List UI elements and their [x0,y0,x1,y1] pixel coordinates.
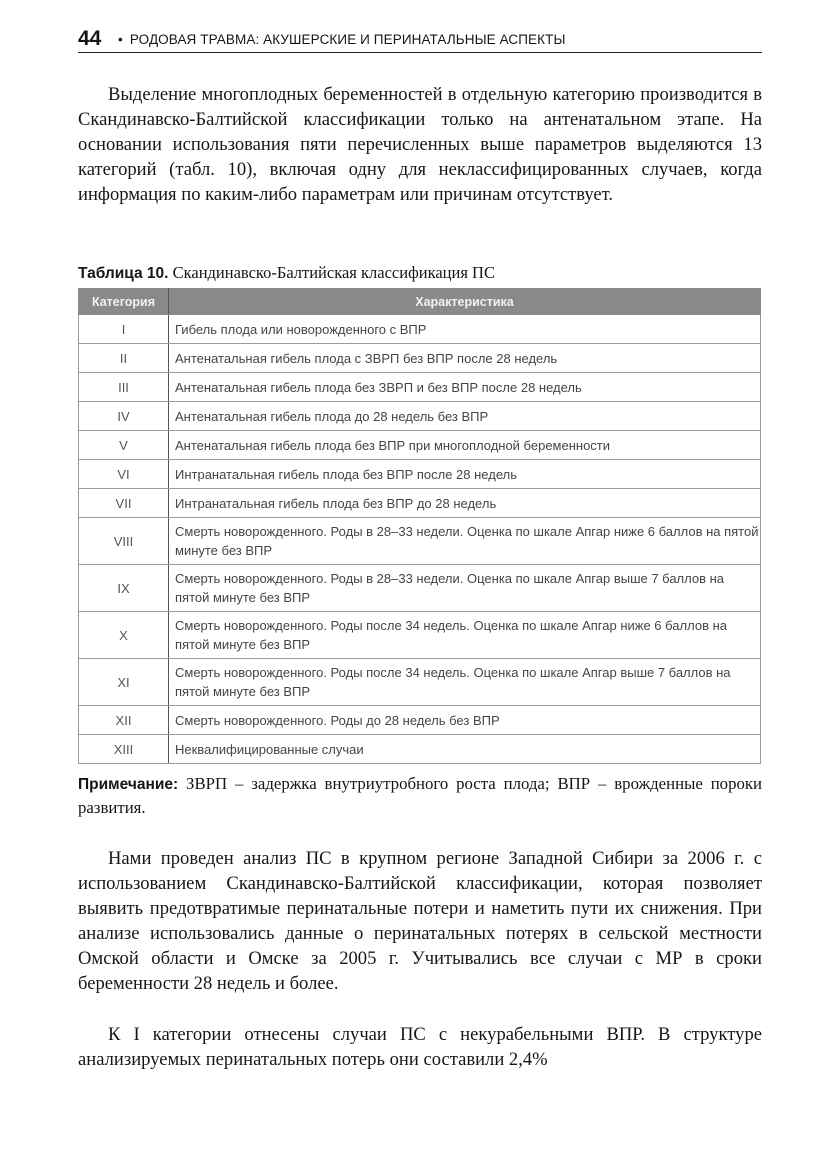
description-cell: Смерть новорожденного. Роды после 34 недель. Оценка по шкале Апгар ниже 6 баллов на пятой минуте без ВПР [169,612,761,659]
note-text: ЗВРП – задержка внутриутробного роста плода; ВПР – врожденные пороки развития. [78,774,762,817]
description-cell: Смерть новорожденного. Роды после 34 недель. Оценка по шкале Апгар выше 7 баллов на пятой минуте без ВПР [169,659,761,706]
description-cell: Смерть новорожденного. Роды до 28 недель без ВПР [169,706,761,735]
table-caption-lead: Таблица 10. [78,265,169,282]
column-header-category: Категория [79,289,169,315]
category-cell: X [79,612,169,659]
classification-table [78,288,761,764]
category-cell: XI [79,659,169,706]
column-header-description: Характеристика [169,289,761,315]
description-cell: Смерть новорожденного. Роды в 28–33 недели. Оценка по шкале Апгар выше 7 баллов на пятой минуте без ВПР [169,565,761,612]
category-cell: II [79,344,169,373]
table-note [78,772,762,819]
table-row [79,402,761,431]
table-row [79,659,761,706]
description-cell: Интранатальная гибель плода без ВПР после 28 недель [169,460,761,489]
table-row [79,460,761,489]
table-caption [78,262,762,285]
category-cell: XIII [79,735,169,764]
table-row [79,518,761,565]
table-row [79,489,761,518]
category-cell: VI [79,460,169,489]
category-cell: VIII [79,518,169,565]
paragraph-analysis: Нами проведен анализ ПС в крупном регионе Западной Сибири за 2006 г. с использованием Скандинавско-Балтийской классификации, которая позволяет выявить предотвратимые перинатальные потери и наметить пути их снижения. При анализе использовались данные о перинатальных потерях в сельской местности Омской области и Омске за 2005 г. Учитывались все случаи с МР в сроки беременности 28 недель и более. [78,848,762,994]
paragraph-category-one: К I категории отнесены случаи ПС с некурабельными ВПР. В структуре анализируемых перинатальных потерь они составили 2,4% [78,1024,762,1070]
bullet-icon: • [118,32,123,47]
table-row [79,344,761,373]
table-row [79,431,761,460]
table-row [79,706,761,735]
paragraph-intro: Выделение многоплодных беременностей в отдельную категорию производится в Скандинавско-Балтийской классификации только на антенатальном этапе. На основании использования пяти перечисленных выше параметров выделяются 13 категорий (табл. 10), включая одну для неклассифицированных случаев, когда информация по каким-либо параметрам или причинам отсутствует. [78,84,762,205]
description-cell: Антенатальная гибель плода без ЗВРП и без ВПР после 28 недель [169,373,761,402]
description-cell: Гибель плода или новорожденного с ВПР [169,315,761,344]
description-cell: Антенатальная гибель плода до 28 недель без ВПР [169,402,761,431]
table-row [79,373,761,402]
category-cell: VII [79,489,169,518]
category-cell: IV [79,402,169,431]
table-header-row [79,289,761,315]
page-number: 44 [78,27,102,50]
table-row [79,315,761,344]
running-title-text: РОДОВАЯ ТРАВМА: АКУШЕРСКИЕ И ПЕРИНАТАЛЬНЫЕ АСПЕКТЫ [129,32,566,47]
description-cell: Неквалифицированные случаи [169,735,761,764]
table-row [79,735,761,764]
category-cell: III [79,373,169,402]
category-cell: I [79,315,169,344]
category-cell: IX [79,565,169,612]
running-title [118,30,566,50]
description-cell: Антенатальная гибель плода без ВПР при многоплодной беременности [169,431,761,460]
table-caption-text: Скандинавско-Балтийская классификация ПС [172,263,495,282]
description-cell: Смерть новорожденного. Роды в 28–33 недели. Оценка по шкале Апгар ниже 6 баллов на пятой минуте без ВПР [169,518,761,565]
category-cell: XII [79,706,169,735]
category-cell: V [79,431,169,460]
running-header [78,26,762,53]
table-row [79,612,761,659]
table-row [79,565,761,612]
description-cell: Антенатальная гибель плода с ЗВРП без ВПР после 28 недель [169,344,761,373]
description-cell: Интранатальная гибель плода без ВПР до 28 недель [169,489,761,518]
note-lead: Примечание: [78,776,179,793]
